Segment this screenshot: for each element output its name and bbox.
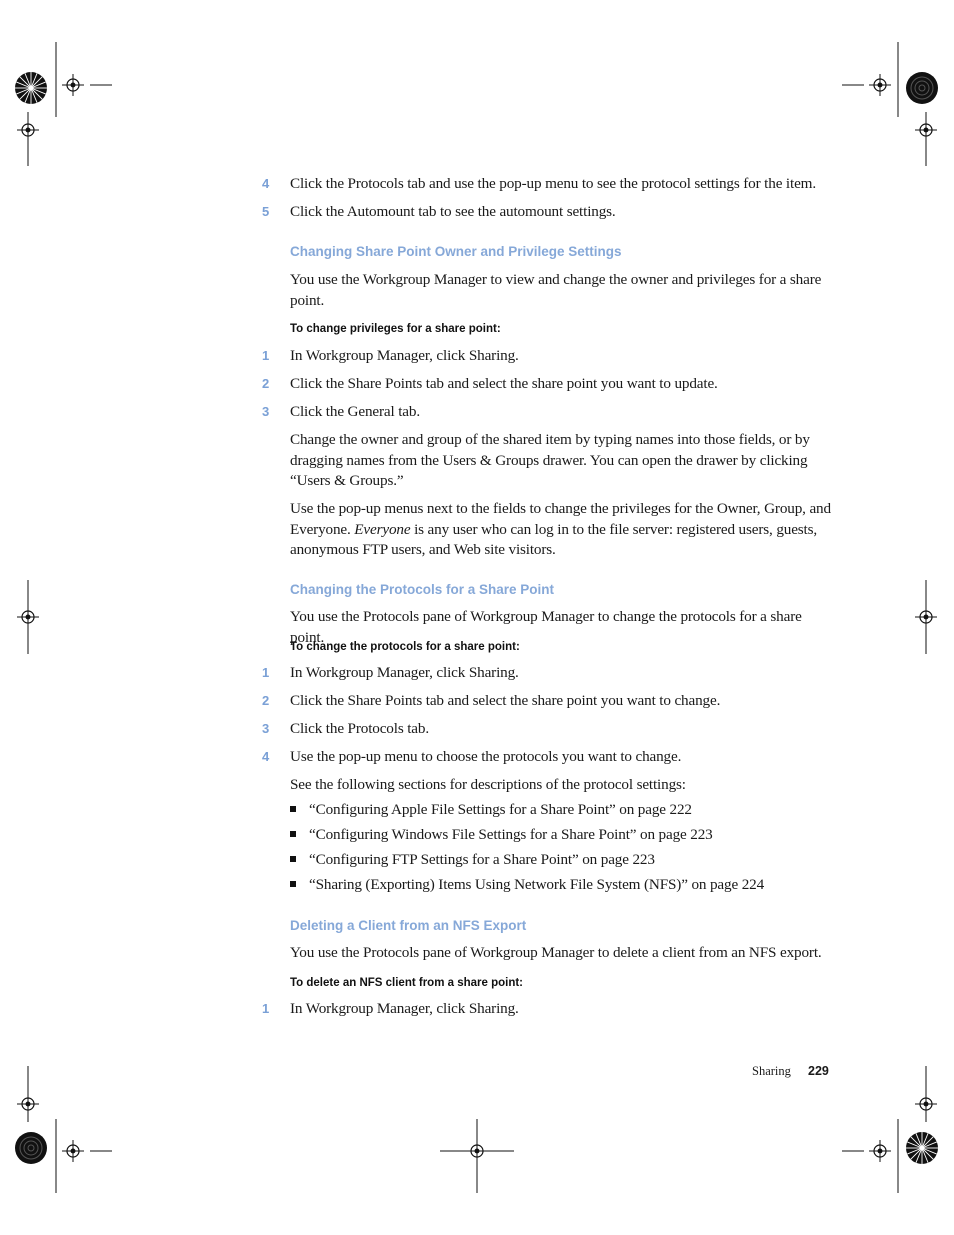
bullet-marker [290,805,298,813]
step-text: In Workgroup Manager, click Sharing. [290,347,519,364]
paragraph-privileges [290,499,835,561]
step-number: 1 [262,1001,270,1016]
procedure-lead: To delete an NFS client from a share point: [290,977,524,989]
step-number: 3 [262,404,270,419]
bottom-right-star-mark [906,1132,938,1164]
section-intro: You use the Protocols pane of Workgroup Manager to change the protocols for a share point. [290,608,802,646]
emphasis-everyone: Everyone [354,520,411,538]
step-number: 4 [262,749,270,764]
cross-reference-link[interactable]: “Configuring Apple File Settings for a Share Point” on page 222 [309,801,692,818]
paragraph-change-owner: Change the owner and group of the shared item by typing names into those fields, or by dragging names from the Users & Groups drawer. You can open the drawer by clicking “Users & Groups.” [290,431,810,489]
step-text: Click the Protocols tab. [290,720,429,737]
step-number: 3 [262,721,270,736]
step-number: 1 [262,348,270,363]
step-text: Click the Share Points tab and select the share point you want to update. [290,375,718,392]
section-heading-owner-privileges: Changing Share Point Owner and Privilege Settings [290,244,622,259]
section-heading-protocols: Changing the Protocols for a Share Point [290,582,555,597]
procedure-lead: To change privileges for a share point: [290,323,501,335]
bullet-marker [290,830,298,838]
section-heading-delete-nfs-client: Deleting a Client from an NFS Export [290,918,527,933]
step-number: 2 [262,376,270,391]
step-number: 2 [262,693,270,708]
section-intro: You use the Workgroup Manager to view and change the owner and privileges for a share point. [290,271,822,309]
procedure-lead: To change the protocols for a share point: [290,641,520,653]
cross-reference-link[interactable]: “Configuring Windows File Settings for a Share Point” on page 223 [309,826,713,843]
top-left-star-mark [15,72,47,104]
step-text: Click the Protocols tab and use the pop-up menu to see the protocol settings for the item. [290,175,816,192]
step-text: Use the pop-up menu to choose the protocols you want to change. [290,748,682,765]
top-right-target-mark [906,72,938,104]
step-text: Click the General tab. [290,403,420,420]
section-intro: You use the Protocols pane of Workgroup Manager to delete a client from an NFS export. [290,944,822,961]
step-text: In Workgroup Manager, click Sharing. [290,1000,519,1017]
paragraph-see-sections: See the following sections for descriptions of the protocol settings: [290,776,686,793]
bottom-left-target-mark [15,1132,47,1164]
step-text: Click the Automount tab to see the automount settings. [290,203,616,220]
bullet-marker [290,880,298,888]
step-number: 5 [262,204,270,219]
step-number: 4 [262,176,270,191]
paragraph-text: is any user who can log in to the file server: registered users, guests, anonymous FTP users, and Web site visitors. [290,520,818,558]
paragraph-text: Use the pop-up menus next to the fields to change the privileges for the Owner, Group, and Everyone. [290,500,831,538]
page-number: 229 [808,1064,829,1078]
step-number: 1 [262,665,270,680]
cross-reference-link[interactable]: “Sharing (Exporting) Items Using Network File System (NFS)” on page 224 [309,876,765,893]
bullet-marker [290,855,298,863]
cross-reference-link[interactable]: “Configuring FTP Settings for a Share Point” on page 223 [309,851,655,868]
footer-section-name: Sharing [752,1064,791,1078]
step-text: In Workgroup Manager, click Sharing. [290,664,519,681]
step-text: Click the Share Points tab and select the share point you want to change. [290,692,721,709]
